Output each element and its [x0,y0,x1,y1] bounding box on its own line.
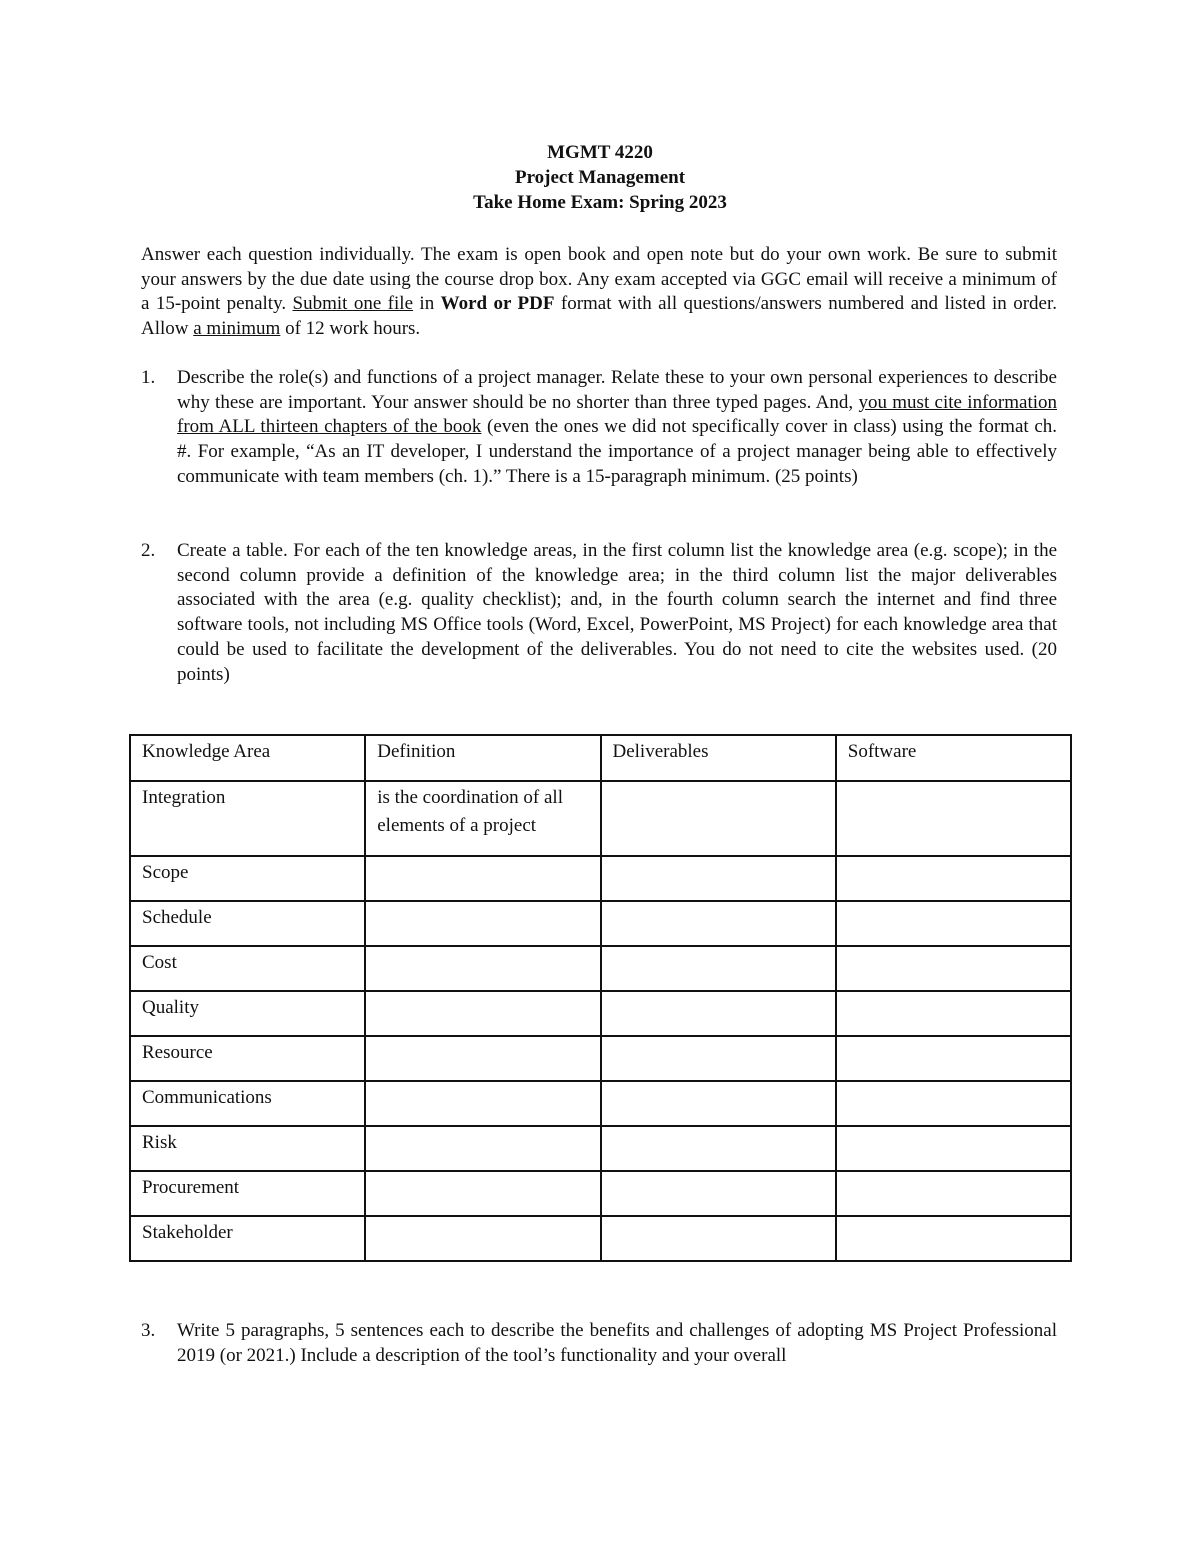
table-cell: Stakeholder [130,1216,365,1261]
table-cell [836,1081,1071,1126]
table-cell [365,1036,600,1081]
table-row [130,946,1071,991]
table-row [130,901,1071,946]
table-cell: is the coordination of all elements of a project [365,781,600,856]
table-cell [836,946,1071,991]
table-cell [601,991,836,1036]
column-header: Knowledge Area [130,735,365,781]
question-number: 1. [141,367,156,388]
table-cell [601,1081,836,1126]
table-header-row [130,735,1071,781]
table-cell [365,901,600,946]
table-row [130,1171,1071,1216]
question-3 [141,1319,1057,1368]
table-cell: Integration [130,781,365,856]
table-row [130,1081,1071,1126]
table-cell [365,1216,600,1261]
table-cell [836,991,1071,1036]
instructions-text: Answer each question individually. The exam is open book and open note but do your own work. Be sure to submit your answers by the due date using the course drop box. Any exam accepted via GGC email will receive a minimum of a 15-point penalty. [141,244,1057,315]
minimum-emphasis: a minimum [193,318,281,340]
table-cell [601,1126,836,1171]
table-cell: Communications [130,1081,365,1126]
table-cell: Risk [130,1126,365,1171]
table-cell [601,1036,836,1081]
table-cell: Procurement [130,1171,365,1216]
question-number: 2. [141,540,156,561]
table-cell [836,1036,1071,1081]
table-cell [601,856,836,901]
table-row [130,1126,1071,1171]
question-1 [141,366,1057,490]
table-cell [836,856,1071,901]
column-header: Deliverables [601,735,836,781]
exam-title: Take Home Exam: Spring 2023 [473,192,727,213]
submit-one-file-emphasis: Submit one file [292,293,414,315]
table-cell [365,1126,600,1171]
table-row [130,781,1071,856]
table-cell [836,781,1071,856]
instructions-text: of 12 work hours. [280,318,421,340]
question-1-text: (even the ones we did not specifically cover in class) using the format ch. #. For example, “As an IT developer, I understand the importance of a project manager being able to effectively communicate with team members (ch. 1).” There is a 15-paragraph minimum. (25 points) [177,416,1057,487]
table-cell [836,1126,1071,1171]
course-title: Project Management [514,167,686,188]
instructions-paragraph [141,243,1057,342]
question-text [177,366,1057,490]
table-cell: Cost [130,946,365,991]
document-header [0,140,1200,215]
course-code: MGMT 4220 [547,142,653,163]
table-cell [836,1171,1071,1216]
table-cell [365,946,600,991]
question-number: 3. [141,1320,156,1341]
table-cell [365,1081,600,1126]
table-row [130,1216,1071,1261]
table-cell [601,1216,836,1261]
table-cell [836,1216,1071,1261]
question-text: Write 5 paragraphs, 5 sentences each to describe the benefits and challenges of adopting MS Project Professional 2019 (or 2021.) Include a description of the tool’s functionality and your overall [177,1320,1057,1366]
table-row [130,991,1071,1036]
table-cell: Quality [130,991,365,1036]
cite-requirement-emphasis: you must cite information from ALL thirteen chapters of the book [177,391,1057,438]
question-2 [141,539,1057,687]
question-text: Create a table. For each of the ten knowledge areas, in the first column list the knowledge area (e.g. scope); in the second column provide a definition of the knowledge area; in the third column list the major deliverables associated with the area (e.g. quality checklist); and, in the fourth column search the internet and find three software tools, not including MS Office tools (Word, Excel, PowerPoint, MS Project) for each knowledge area that could be used to facilitate the development of the deliverables. You do not need to cite the websites used. (20 points) [177,540,1057,685]
table-cell [365,856,600,901]
table-cell [601,781,836,856]
table-cell [601,946,836,991]
instructions-text: format with all questions/answers numbered and listed in order. Allow [141,293,1058,340]
table-cell: Scope [130,856,365,901]
column-header: Definition [365,735,600,781]
table-cell [365,1171,600,1216]
question-1-text: Describe the role(s) and functions of a project manager. Relate these to your own personal experiences to describe why these are important. Your answer should be no shorter than three typed pages. And, [177,367,1057,413]
table-cell [601,901,836,946]
table-row [130,856,1071,901]
column-header: Software [836,735,1071,781]
table-cell [601,1171,836,1216]
knowledge-area-table [129,734,1072,1262]
table-cell: Schedule [130,901,365,946]
table-cell: Resource [130,1036,365,1081]
file-format-emphasis: Word or PDF [440,293,555,315]
table-cell [365,991,600,1036]
instructions-text: in [413,293,441,315]
table-cell [836,901,1071,946]
table-row [130,1036,1071,1081]
